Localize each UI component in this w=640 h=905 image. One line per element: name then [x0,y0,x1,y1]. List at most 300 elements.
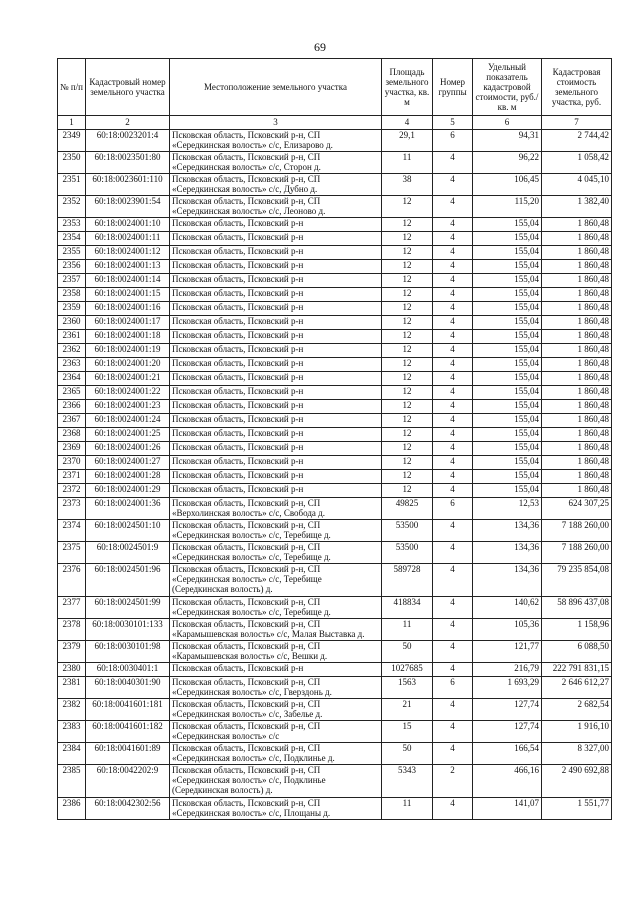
row-number-cell: 2373 [58,498,86,520]
unit-value-cell: 140,62 [473,597,542,619]
location-cell: Псковская область, Псковский р-н [170,260,382,274]
area-cell: 11 [382,619,433,641]
group-number-cell: 4 [433,542,473,564]
table-row [58,765,612,798]
row-number-cell: 2366 [58,400,86,414]
cadastral-value-cell: 1 058,42 [542,152,612,174]
table-row [58,699,612,721]
cadastral-value-cell: 1 916,10 [542,721,612,743]
row-number-cell: 2369 [58,442,86,456]
cadastral-number-cell: 60:18:0024001:23 [86,400,170,414]
area-cell: 12 [382,302,433,316]
group-number-cell: 4 [433,564,473,597]
unit-value-cell: 155,04 [473,316,542,330]
group-number-cell: 4 [433,798,473,820]
row-number-cell: 2350 [58,152,86,174]
area-cell: 29,1 [382,130,433,152]
cadastral-value-cell: 1 860,48 [542,288,612,302]
row-number-cell: 2371 [58,470,86,484]
cadastral-value-cell: 1 860,48 [542,470,612,484]
area-cell: 12 [382,470,433,484]
unit-value-cell: 155,04 [473,428,542,442]
group-number-cell: 4 [433,358,473,372]
table-row [58,400,612,414]
page-number: 69 [314,40,326,54]
row-number-cell: 2359 [58,302,86,316]
row-number-cell: 2372 [58,484,86,498]
cadastral-number-cell: 60:18:0024001:27 [86,456,170,470]
row-number-cell: 2352 [58,196,86,218]
area-cell: 50 [382,743,433,765]
group-number-cell: 4 [433,743,473,765]
cadastral-number-cell: 60:18:0023601:110 [86,174,170,196]
unit-value-cell: 155,04 [473,456,542,470]
table-row [58,174,612,196]
location-cell: Псковская область, Псковский р-н, СП «Середкинская волость» с/с, Леоново д. [170,196,382,218]
location-cell: Псковская область, Псковский р-н [170,456,382,470]
location-cell: Псковская область, Псковский р-н, СП «Середкинская волость» с/с, Теребище (Середкинская волость) д. [170,564,382,597]
group-number-cell: 4 [433,302,473,316]
table-row [58,302,612,316]
unit-value-cell: 155,04 [473,414,542,428]
table-row [58,344,612,358]
location-cell: Псковская область, Псковский р-н [170,358,382,372]
location-cell: Псковская область, Псковский р-н, СП «Середкинская волость» с/с, Теребище д. [170,542,382,564]
cadastral-number-cell: 60:18:0030401:1 [86,663,170,677]
cadastral-value-table [57,58,612,820]
cadastral-number-cell: 60:18:0024001:19 [86,344,170,358]
group-number-cell: 4 [433,196,473,218]
unit-value-cell: 155,04 [473,288,542,302]
table-row [58,470,612,484]
unit-value-cell: 155,04 [473,218,542,232]
row-number-cell: 2363 [58,358,86,372]
group-number-cell: 4 [433,721,473,743]
cadastral-value-cell: 7 188 260,00 [542,520,612,542]
cadastral-value-cell: 1 860,48 [542,456,612,470]
group-number-cell: 4 [433,274,473,288]
area-cell: 11 [382,152,433,174]
unit-value-cell: 466,16 [473,765,542,798]
location-cell: Псковская область, Псковский р-н [170,302,382,316]
unit-value-cell: 155,04 [473,358,542,372]
cadastral-number-cell: 60:18:0024001:15 [86,288,170,302]
group-number-cell: 4 [433,152,473,174]
group-number-cell: 4 [433,663,473,677]
group-number-cell: 4 [433,288,473,302]
group-number-cell: 4 [433,246,473,260]
table-row [58,597,612,619]
row-number-cell: 2386 [58,798,86,820]
column-number: 6 [473,116,542,130]
group-number-cell: 4 [433,330,473,344]
group-number-cell: 4 [433,400,473,414]
location-cell: Псковская область, Псковский р-н, СП «Середкинская волость» с/с, Площаны д. [170,798,382,820]
cadastral-value-cell: 2 682,54 [542,699,612,721]
location-cell: Псковская область, Псковский р-н [170,246,382,260]
cadastral-number-cell: 60:18:0024001:13 [86,260,170,274]
row-number-cell: 2383 [58,721,86,743]
cadastral-number-cell: 60:18:0024001:22 [86,386,170,400]
table-row [58,196,612,218]
unit-value-cell: 155,04 [473,442,542,456]
row-number-cell: 2356 [58,260,86,274]
cadastral-number-cell: 60:18:0024001:14 [86,274,170,288]
area-cell: 38 [382,174,433,196]
cadastral-value-cell: 1 158,96 [542,619,612,641]
unit-value-cell: 155,04 [473,484,542,498]
column-number: 2 [86,116,170,130]
header-row-number: № п/п [58,59,86,116]
header-cadastral-value: Кадастровая стоимость земельного участка, руб. [542,59,612,116]
row-number-cell: 2377 [58,597,86,619]
table-header-row [58,59,612,116]
unit-value-cell: 155,04 [473,386,542,400]
area-cell: 12 [382,372,433,386]
cadastral-number-cell: 60:18:0040301:90 [86,677,170,699]
unit-value-cell: 155,04 [473,344,542,358]
cadastral-number-cell: 60:18:0024001:36 [86,498,170,520]
table-row [58,798,612,820]
area-cell: 12 [382,442,433,456]
area-cell: 53500 [382,542,433,564]
unit-value-cell: 134,36 [473,542,542,564]
cadastral-value-cell: 2 744,42 [542,130,612,152]
table-row [58,358,612,372]
unit-value-cell: 127,74 [473,699,542,721]
table-row [58,218,612,232]
area-cell: 5343 [382,765,433,798]
row-number-cell: 2374 [58,520,86,542]
cadastral-value-cell: 1 382,40 [542,196,612,218]
table-row [58,498,612,520]
column-number: 5 [433,116,473,130]
cadastral-value-cell: 1 860,48 [542,358,612,372]
table-row [58,542,612,564]
cadastral-value-cell: 1 860,48 [542,232,612,246]
table-row [58,721,612,743]
area-cell: 12 [382,330,433,344]
group-number-cell: 4 [433,470,473,484]
group-number-cell: 6 [433,130,473,152]
table-row [58,288,612,302]
header-location: Местоположение земельного участка [170,59,382,116]
cadastral-number-cell: 60:18:0024001:11 [86,232,170,246]
unit-value-cell: 127,74 [473,721,542,743]
location-cell: Псковская область, Псковский р-н [170,400,382,414]
row-number-cell: 2355 [58,246,86,260]
location-cell: Псковская область, Псковский р-н [170,372,382,386]
cadastral-number-cell: 60:18:0041601:182 [86,721,170,743]
location-cell: Псковская область, Псковский р-н, СП «Середкинская волость» с/с, Забелье д. [170,699,382,721]
cadastral-number-cell: 60:18:0024001:24 [86,414,170,428]
cadastral-number-cell: 60:18:0023901:54 [86,196,170,218]
table-row [58,414,612,428]
area-cell: 15 [382,721,433,743]
row-number-cell: 2360 [58,316,86,330]
cadastral-value-cell: 222 791 831,15 [542,663,612,677]
unit-value-cell: 155,04 [473,470,542,484]
cadastral-number-cell: 60:18:0024001:26 [86,442,170,456]
area-cell: 12 [382,386,433,400]
unit-value-cell: 121,77 [473,641,542,663]
area-cell: 12 [382,232,433,246]
unit-value-cell: 155,04 [473,372,542,386]
table-row [58,232,612,246]
location-cell: Псковская область, Псковский р-н [170,218,382,232]
location-cell: Псковская область, Псковский р-н [170,414,382,428]
area-cell: 12 [382,358,433,372]
cadastral-value-cell: 4 045,10 [542,174,612,196]
group-number-cell: 6 [433,498,473,520]
area-cell: 12 [382,456,433,470]
cadastral-value-cell: 1 860,48 [542,400,612,414]
table-row [58,330,612,344]
header-area: Площадь земельного участка, кв. м [382,59,433,116]
group-number-cell: 4 [433,484,473,498]
area-cell: 50 [382,641,433,663]
row-number-cell: 2365 [58,386,86,400]
cadastral-number-cell: 60:18:0030101:133 [86,619,170,641]
location-cell: Псковская область, Псковский р-н, СП «Середкинская волость» с/с, Сторон д. [170,152,382,174]
location-cell: Псковская область, Псковский р-н, СП «Середкинская волость» с/с, Елизарово д. [170,130,382,152]
area-cell: 12 [382,400,433,414]
area-cell: 1027685 [382,663,433,677]
row-number-cell: 2349 [58,130,86,152]
location-cell: Псковская область, Псковский р-н [170,274,382,288]
column-number: 3 [170,116,382,130]
column-number: 1 [58,116,86,130]
cadastral-number-cell: 60:18:0024001:17 [86,316,170,330]
cadastral-value-cell: 58 896 437,08 [542,597,612,619]
location-cell: Псковская область, Псковский р-н, СП «Середкинская волость» с/с, Подклинье (Середкинская волость) д. [170,765,382,798]
unit-value-cell: 96,22 [473,152,542,174]
cadastral-value-cell: 1 860,48 [542,260,612,274]
unit-value-cell: 155,04 [473,232,542,246]
cadastral-value-cell: 1 860,48 [542,330,612,344]
cadastral-value-cell: 1 860,48 [542,386,612,400]
row-number-cell: 2382 [58,699,86,721]
cadastral-value-cell: 6 088,50 [542,641,612,663]
group-number-cell: 4 [433,428,473,442]
cadastral-number-cell: 60:18:0041601:181 [86,699,170,721]
row-number-cell: 2385 [58,765,86,798]
area-cell: 12 [382,274,433,288]
row-number-cell: 2354 [58,232,86,246]
unit-value-cell: 134,36 [473,564,542,597]
cadastral-number-cell: 60:18:0042202:9 [86,765,170,798]
table-row [58,564,612,597]
location-cell: Псковская область, Псковский р-н [170,428,382,442]
group-number-cell: 4 [433,619,473,641]
table-row [58,130,612,152]
cadastral-number-cell: 60:18:0024001:20 [86,358,170,372]
row-number-cell: 2367 [58,414,86,428]
header-cadastral-number: Кадастровый номер земельного участка [86,59,170,116]
row-number-cell: 2381 [58,677,86,699]
group-number-cell: 4 [433,597,473,619]
group-number-cell: 4 [433,386,473,400]
location-cell: Псковская область, Псковский р-н, СП «Середкинская волость» с/с, Теребище д. [170,597,382,619]
row-number-cell: 2353 [58,218,86,232]
cadastral-number-cell: 60:18:0023501:80 [86,152,170,174]
cadastral-value-cell: 1 860,48 [542,484,612,498]
unit-value-cell: 166,54 [473,743,542,765]
cadastral-value-cell: 8 327,00 [542,743,612,765]
cadastral-value-cell: 1 860,48 [542,302,612,316]
table-row [58,641,612,663]
unit-value-cell: 12,53 [473,498,542,520]
unit-value-cell: 216,79 [473,663,542,677]
area-cell: 12 [382,344,433,358]
header-unit-value: Удельный показатель кадастровой стоимости, руб./кв. м [473,59,542,116]
area-cell: 12 [382,428,433,442]
table-row [58,274,612,288]
table-row [58,677,612,699]
location-cell: Псковская область, Псковский р-н [170,442,382,456]
group-number-cell: 4 [433,414,473,428]
group-number-cell: 6 [433,677,473,699]
area-cell: 12 [382,484,433,498]
area-cell: 12 [382,218,433,232]
cadastral-value-cell: 1 860,48 [542,218,612,232]
cadastral-number-cell: 60:18:0030101:98 [86,641,170,663]
group-number-cell: 4 [433,641,473,663]
area-cell: 1563 [382,677,433,699]
cadastral-number-cell: 60:18:0024501:99 [86,597,170,619]
unit-value-cell: 1 693,29 [473,677,542,699]
area-cell: 589728 [382,564,433,597]
unit-value-cell: 155,04 [473,330,542,344]
table-row [58,372,612,386]
table-row [58,619,612,641]
area-cell: 12 [382,316,433,330]
group-number-cell: 4 [433,218,473,232]
location-cell: Псковская область, Псковский р-н, СП «Середкинская волость» с/с, Теребище д. [170,520,382,542]
cadastral-value-cell: 1 860,48 [542,428,612,442]
cadastral-value-cell: 2 490 692,88 [542,765,612,798]
cadastral-number-cell: 60:18:0024001:12 [86,246,170,260]
cadastral-value-cell: 2 646 612,27 [542,677,612,699]
row-number-cell: 2380 [58,663,86,677]
row-number-cell: 2379 [58,641,86,663]
unit-value-cell: 115,20 [473,196,542,218]
area-cell: 12 [382,246,433,260]
area-cell: 12 [382,414,433,428]
row-number-cell: 2368 [58,428,86,442]
table-row [58,663,612,677]
area-cell: 49825 [382,498,433,520]
cadastral-number-cell: 60:18:0023201:4 [86,130,170,152]
cadastral-number-cell: 60:18:0024001:10 [86,218,170,232]
group-number-cell: 4 [433,699,473,721]
table-row [58,246,612,260]
unit-value-cell: 141,07 [473,798,542,820]
group-number-cell: 4 [433,372,473,386]
group-number-cell: 4 [433,232,473,246]
table-row [58,260,612,274]
table-row [58,484,612,498]
cadastral-value-cell: 7 188 260,00 [542,542,612,564]
table-row [58,456,612,470]
group-number-cell: 4 [433,520,473,542]
row-number-cell: 2362 [58,344,86,358]
table-row [58,743,612,765]
location-cell: Псковская область, Псковский р-н [170,316,382,330]
cadastral-number-cell: 60:18:0024001:18 [86,330,170,344]
row-number-cell: 2384 [58,743,86,765]
row-number-cell: 2375 [58,542,86,564]
area-cell: 11 [382,798,433,820]
cadastral-number-cell: 60:18:0024001:29 [86,484,170,498]
cadastral-value-cell: 79 235 854,08 [542,564,612,597]
location-cell: Псковская область, Псковский р-н, СП «Карамышевская волость» с/с, Малая Выставка д. [170,619,382,641]
cadastral-number-cell: 60:18:0024001:16 [86,302,170,316]
group-number-cell: 4 [433,442,473,456]
cadastral-value-cell: 1 551,77 [542,798,612,820]
cadastral-value-cell: 1 860,48 [542,316,612,330]
unit-value-cell: 134,36 [473,520,542,542]
row-number-cell: 2376 [58,564,86,597]
unit-value-cell: 94,31 [473,130,542,152]
location-cell: Псковская область, Псковский р-н, СП «Карамышевская волость» с/с, Вешки д. [170,641,382,663]
location-cell: Псковская область, Псковский р-н [170,288,382,302]
row-number-cell: 2357 [58,274,86,288]
cadastral-number-cell: 60:18:0024501:10 [86,520,170,542]
row-number-cell: 2370 [58,456,86,470]
unit-value-cell: 155,04 [473,260,542,274]
column-number: 4 [382,116,433,130]
unit-value-cell: 105,36 [473,619,542,641]
area-cell: 21 [382,699,433,721]
cadastral-number-cell: 60:18:0041601:89 [86,743,170,765]
area-cell: 418834 [382,597,433,619]
location-cell: Псковская область, Псковский р-н [170,232,382,246]
row-number-cell: 2358 [58,288,86,302]
unit-value-cell: 155,04 [473,274,542,288]
row-number-cell: 2351 [58,174,86,196]
cadastral-number-cell: 60:18:0024501:9 [86,542,170,564]
cadastral-value-cell: 1 860,48 [542,246,612,260]
cadastral-number-cell: 60:18:0024001:21 [86,372,170,386]
unit-value-cell: 155,04 [473,302,542,316]
unit-value-cell: 106,45 [473,174,542,196]
row-number-cell: 2378 [58,619,86,641]
group-number-cell: 4 [433,456,473,470]
column-number-row [58,116,612,130]
cadastral-value-cell: 624 307,25 [542,498,612,520]
location-cell: Псковская область, Псковский р-н [170,470,382,484]
location-cell: Псковская область, Псковский р-н, СП «Середкинская волость» с/с, Дубно д. [170,174,382,196]
cadastral-number-cell: 60:18:0024001:25 [86,428,170,442]
location-cell: Псковская область, Псковский р-н [170,386,382,400]
unit-value-cell: 155,04 [473,246,542,260]
cadastral-number-cell: 60:18:0024501:96 [86,564,170,597]
column-number: 7 [542,116,612,130]
location-cell: Псковская область, Псковский р-н [170,484,382,498]
cadastral-value-cell: 1 860,48 [542,344,612,358]
group-number-cell: 4 [433,316,473,330]
location-cell: Псковская область, Псковский р-н, СП «Верхолинская волость» с/с, Свобода д. [170,498,382,520]
area-cell: 12 [382,196,433,218]
table-row [58,442,612,456]
area-cell: 12 [382,260,433,274]
table-row [58,152,612,174]
row-number-cell: 2361 [58,330,86,344]
cadastral-number-cell: 60:18:0042302:56 [86,798,170,820]
cadastral-value-cell: 1 860,48 [542,442,612,456]
location-cell: Псковская область, Псковский р-н [170,663,382,677]
